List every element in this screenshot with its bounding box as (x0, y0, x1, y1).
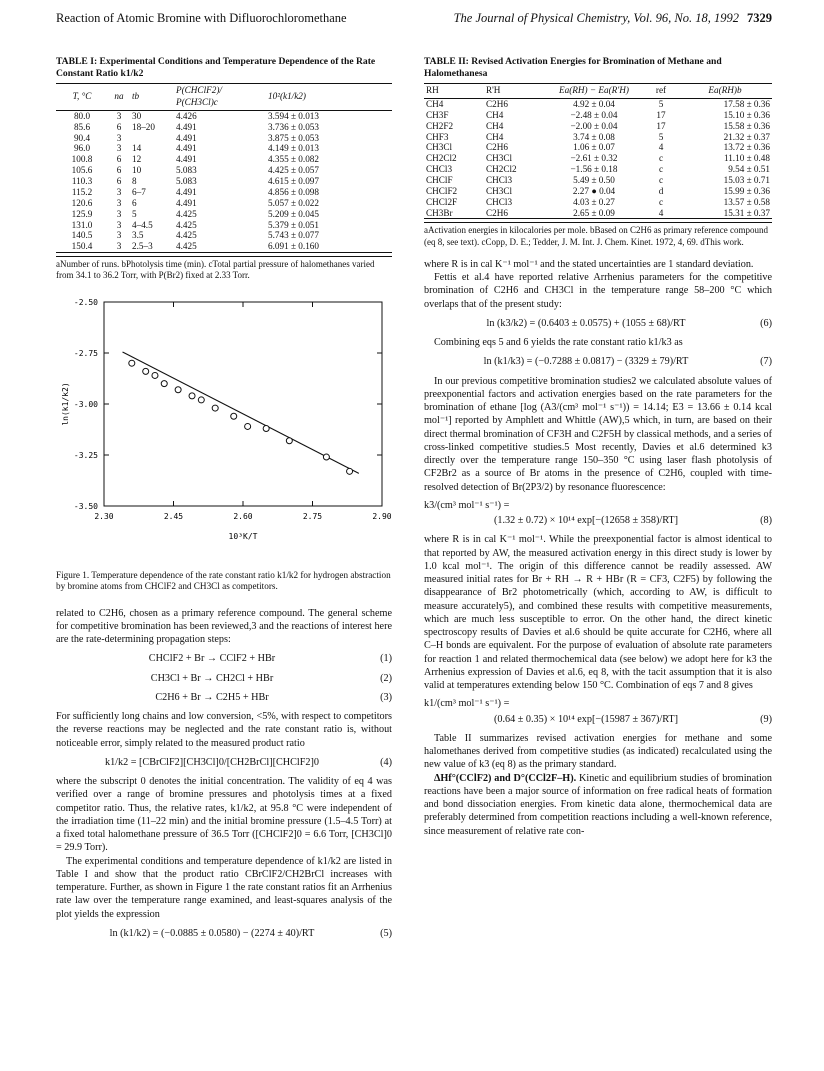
plot-frame (104, 302, 382, 506)
table2-cell: 17 (656, 120, 666, 131)
table2-cell: −1.56 ± 0.18 (570, 164, 618, 175)
table1-body (56, 110, 392, 252)
table1-cell: 3.5 (132, 230, 144, 241)
table1-cell: 96.0 (73, 143, 91, 154)
table1-row (56, 165, 392, 176)
table1-cell: 3 (116, 143, 122, 154)
equation-text: (1.32 ± 0.72) × 10¹⁴ exp[−(12658 ± 358)/RT] (493, 515, 678, 527)
table2-cell: −2.00 ± 0.04 (570, 120, 618, 131)
paragraph-text: Kinetic and equilibrium studies of bromination reactions have been a major source of information on free radical heats of formation and bond dissociation energies. From kinetic data alone, thermochemical data are preferably determined from competition reactions including a well-known reference, since measurement of relative rate con- (424, 772, 772, 837)
table1-cell: 4.426 (176, 110, 197, 121)
table1-cell: 3.736 ± 0.053 (268, 121, 319, 132)
table2-cell: C2H6 (486, 98, 508, 109)
equation-2 (56, 672, 392, 685)
equation-4 (56, 756, 392, 769)
table1-cell: 3 (116, 230, 122, 241)
running-title: Reaction of Atomic Bromine with Difluorochloromethane (56, 11, 347, 25)
right-column (424, 56, 772, 838)
x-axis-label: 10³K/T (228, 531, 258, 541)
data-point (198, 396, 204, 402)
table1-cell: 18–20 (132, 121, 155, 132)
y-tick-label: -3.00 (73, 399, 98, 409)
table1-cell: 125.9 (71, 208, 93, 219)
equation-6 (424, 317, 772, 330)
table1-row (56, 187, 392, 198)
x-tick-label: 2.90 (372, 511, 392, 521)
data-point (161, 380, 167, 386)
table2-row (424, 186, 772, 197)
table2-cell: CH3Cl (486, 153, 513, 164)
table2-cell: 15.99 ± 0.36 (723, 185, 770, 196)
data-point (286, 437, 292, 443)
table2-cell: 5 (658, 131, 664, 142)
table2-cell: 17 (656, 109, 666, 120)
equation-text: ln (k1/k3) = (−0.7288 ± 0.0817) − (3329 ± 79)/RT (483, 356, 689, 368)
equation-text: (0.64 ± 0.35) × 10¹⁴ exp[−(15987 ± 367)/RT] (493, 713, 678, 725)
fit-line (123, 352, 359, 473)
table2-cell: c (658, 164, 664, 175)
paragraph: Combining eqs 5 and 6 yields the rate constant ratio k1/k3 as (434, 337, 683, 349)
page-header (56, 10, 772, 30)
table2-col-header: RH (426, 85, 439, 95)
table2-cell: 15.10 ± 0.36 (723, 109, 770, 120)
table1-cell: 5.083 (176, 176, 197, 187)
table1-cell: 4.491 (176, 154, 197, 165)
table2-cell: 4 (658, 207, 664, 218)
equation-number: (7) (760, 356, 772, 368)
y-tick-label: -2.75 (73, 348, 98, 358)
equation-text: CH3Cl + Br → CH2Cl + HBr (150, 672, 274, 684)
table2-cell: CH3Cl (486, 185, 513, 196)
y-tick-label: -2.50 (73, 297, 98, 307)
table2-cell: CHF3 (426, 131, 449, 142)
table1-cell: 6.091 ± 0.160 (268, 241, 319, 252)
table2-row (424, 153, 772, 164)
table1-cell: 4.425 ± 0.057 (268, 165, 319, 176)
y-tick-label: -3.50 (73, 501, 98, 511)
table1-row (56, 133, 392, 144)
table2-row (424, 98, 772, 109)
equation-8 (424, 514, 772, 527)
equation-number: (3) (380, 691, 392, 703)
table1-cell: 6 (132, 197, 137, 208)
table2-cell: 2.27 ● 0.04 (572, 185, 616, 196)
table1-cell: 3 (116, 197, 122, 208)
table1-cell: 3 (116, 219, 122, 230)
table2-cell: 1.06 ± 0.07 (573, 142, 615, 153)
table1-cell: 4.425 (176, 219, 197, 230)
equation-7 (424, 355, 772, 368)
table2-col-header: Ea(RH) − Ea(R'H) (559, 85, 629, 95)
right-body-text (424, 258, 772, 838)
table2-row (424, 164, 772, 175)
paragraph: where R is in cal K⁻¹ mol⁻¹ and the stated uncertainties are 1 standard deviation. (424, 258, 754, 270)
table1-cell: 90.4 (73, 132, 91, 143)
table1-col-header: T, °C (72, 90, 92, 101)
table2-row (424, 110, 772, 121)
table1-cell: 4.491 (176, 121, 197, 132)
table1-row (56, 220, 392, 231)
table1-cell: 105.6 (71, 165, 93, 176)
table2 (424, 83, 772, 219)
paragraph: related to C2H6, chosen as a primary reference compound. The general scheme for competitive bromination has been reviewed,3 and the reactions of interest here are the rate-determining propagation steps: (56, 607, 392, 646)
table2-col-header: R'H (486, 85, 501, 95)
section-heading: ΔHf°(CClF2) and D°(CCl2F–H). (434, 772, 577, 784)
table2-cell: C2H6 (486, 207, 508, 218)
table1-cell: 6–7 (132, 186, 146, 197)
table2-cell: CHCl3 (486, 196, 513, 207)
table1-cell: 4.491 (176, 197, 197, 208)
x-tick-label: 2.75 (302, 511, 323, 521)
table1-row (56, 198, 392, 209)
table1-cell: 4–4.5 (132, 219, 153, 230)
table1-cell: 3 (116, 208, 122, 219)
equation-8-lead: k3/(cm³ mol⁻¹ s⁻¹) = (424, 499, 510, 511)
table1-row (56, 143, 392, 154)
table2-cell: 4.03 ± 0.27 (573, 196, 615, 207)
equation-text: CHClF2 + Br → CClF2 + HBr (148, 653, 276, 665)
left-column (56, 56, 392, 946)
data-point (212, 405, 218, 411)
table1-cell: 4.149 ± 0.013 (268, 143, 319, 154)
table2-cell: CH4 (426, 98, 444, 109)
page-number: 7329 (747, 11, 772, 25)
table1-row (56, 110, 392, 121)
equation-9-lead: k1/(cm³ mol⁻¹ s⁻¹) = (424, 698, 510, 710)
table1-cell: 5 (132, 208, 137, 219)
table1-cell: 3.594 ± 0.013 (268, 110, 319, 121)
table2-cell: 4.92 ± 0.04 (573, 98, 615, 109)
data-point (189, 392, 195, 398)
table2-cell: 13.57 ± 0.58 (723, 196, 770, 207)
table1-cell: 5.743 ± 0.077 (268, 230, 319, 241)
table1-cell: 3.875 ± 0.053 (268, 132, 319, 143)
equation-number: (5) (380, 927, 392, 939)
table2-cell: 5 (658, 98, 664, 109)
table1-cell: 12 (132, 154, 142, 165)
table1-cell: 10 (132, 165, 142, 176)
equation-1 (56, 652, 392, 665)
table2-cell: d (658, 185, 664, 196)
table1-cell: 4.491 (176, 143, 197, 154)
table2-cell: −2.61 ± 0.32 (570, 153, 618, 164)
table2-cell: CH3Br (426, 207, 453, 218)
table1-cell: 4.425 (176, 241, 197, 252)
table1-cell: 5.083 (176, 165, 197, 176)
equation-number: (8) (760, 515, 772, 527)
table2-cell: CH4 (486, 131, 504, 142)
data-point (143, 368, 149, 374)
table1-row (56, 241, 392, 252)
table2-cell: 15.31 ± 0.37 (723, 207, 770, 218)
table1-col-header: 10²(k1/k2) (268, 90, 306, 101)
data-point (231, 413, 237, 419)
table1-cell: 140.5 (71, 230, 93, 241)
equation-text: k1/k2 = [CBrClF2][CH3Cl]0/[CH2BrCl][CHClF2]0 (104, 756, 320, 768)
table1-cell (130, 133, 174, 144)
table2-cell: 4 (658, 142, 664, 153)
table1-cell: 4.491 (176, 132, 197, 143)
table2-cell: CH3F (426, 109, 449, 120)
table2-cell: CHCl2F (426, 196, 458, 207)
x-tick-label: 2.30 (94, 511, 114, 521)
paragraph: Fettis et al.4 have reported relative Arrhenius parameters for the competitive bromination of C2H6 and CH3Cl in the temperature range 58–200 °C which overlaps that of the present study: (424, 272, 772, 310)
table1-row (56, 154, 392, 165)
table1-cell: 80.0 (73, 110, 91, 121)
table2-cell: CH4 (486, 120, 504, 131)
table1-cell: 4.491 (176, 186, 197, 197)
equation-5 (56, 927, 392, 940)
table1-row (56, 122, 392, 133)
equation-number: (2) (380, 672, 392, 684)
figure1-chart (56, 292, 392, 562)
table2-header-row (424, 84, 772, 99)
paragraph: For sufficiently long chains and low conversion, <5%, with respect to competitors the reverse reactions may be neglected and the rate constant ratio is, without noticeable error, simply related to the measured product ratio (56, 711, 392, 749)
table2-cell: C2H6 (486, 142, 508, 153)
table1-cell: 4.425 (176, 208, 197, 219)
table2-row (424, 142, 772, 153)
table1-header-row (56, 84, 392, 111)
table2-cell: CH2F2 (426, 120, 454, 131)
table2-col-header: ref (655, 85, 667, 95)
figure1-caption: Figure 1. Temperature dependence of the rate constant ratio k1/k2 for hydrogen abstraction by bromine atoms from CHClF2 and CH3Cl as competitors. (56, 569, 391, 592)
table2-cell: c (658, 174, 664, 185)
table1-cell: 6 (116, 154, 122, 165)
table1-row (56, 176, 392, 187)
table2-cell: 21.32 ± 0.37 (723, 131, 770, 142)
table1-cell: 3 (116, 186, 122, 197)
table1-col-header: tb (132, 90, 140, 101)
table2-cell: CHClF (426, 174, 453, 185)
table1-cell: 2.5–3 (132, 241, 153, 252)
equation-number: (6) (760, 317, 772, 329)
table2-cell: 3.74 ± 0.08 (573, 131, 615, 142)
table2-row (424, 132, 772, 143)
table1-cell: 5.379 ± 0.051 (268, 219, 319, 230)
table1-cell: 4.425 (176, 230, 197, 241)
table2-cell: CHClF2 (426, 185, 458, 196)
table2-caption: TABLE II: Revised Activation Energies for Bromination of Methane and Halomethanesa (424, 56, 722, 79)
table2-cell: CH2Cl2 (486, 164, 517, 175)
table2-cell: 17.58 ± 0.36 (723, 98, 770, 109)
table1-cell: 14 (132, 143, 142, 154)
table1-cell: 8 (132, 176, 137, 187)
table1-row (56, 230, 392, 241)
table2-cell: 9.54 ± 0.51 (728, 164, 770, 175)
table1-row (56, 209, 392, 220)
equation-3 (56, 691, 392, 704)
table2-cell: −2.48 ± 0.04 (570, 109, 618, 120)
table2-cell: 5.49 ± 0.50 (573, 174, 615, 185)
data-point (323, 454, 329, 460)
table2-cell: c (658, 153, 664, 164)
table2-cell: CHCl3 (486, 174, 513, 185)
figure1 (56, 292, 392, 592)
table1-caption: TABLE I: Experimental Conditions and Temperature Dependence of the Rate Constant Ratio k1/k2 (56, 56, 376, 79)
table1-cell: 3 (116, 132, 122, 143)
table1-cell: 110.3 (71, 176, 93, 187)
table2-row (424, 121, 772, 132)
table1-cell: 3 (116, 110, 122, 121)
table1-cell: 3 (116, 241, 122, 252)
table1-cell: 150.4 (71, 241, 93, 252)
table1-cell: 4.856 ± 0.098 (268, 186, 319, 197)
journal-name: The Journal of Physical Chemistry, Vol. 96, No. 18, 1992 (453, 11, 739, 25)
table1-cell: 6 (116, 165, 122, 176)
equation-9 (424, 713, 772, 726)
table1-cell: 85.6 (73, 121, 91, 132)
table1-col-header: P(CHClF2)/ P(CH3Cl)c (176, 85, 222, 107)
table1-cell: 6 (116, 176, 122, 187)
equation-number: (1) (380, 653, 392, 665)
journal-citation (454, 10, 772, 26)
data-point (175, 386, 181, 392)
x-tick-label: 2.45 (163, 511, 184, 521)
table1-cell: 120.6 (71, 197, 93, 208)
paragraph: where R is in cal K⁻¹ mol⁻¹. While the preexponential factor is almost identical to that reported by AW, the measured activation energy in this direct study is lower by 1.0 kcal mol⁻¹. The origin of this difference cannot be readily assessed. AW measured initial rates for Br + RH → R + HBr (R = CF3, C2F5) by following the disappearance of Br2 photometrically (which, according to AW, is difficult to measure accurately5), and combined these results with competitive measurements, which are much less susceptible to error. On the other hand, the direct kinetic spectroscopy results of Davies et al.6 should be quite accurate for C2H6, where all C–H bonds are equivalent. For the purpose of evaluation of absolute rate parameters for reaction 1 and related thermochemical data (see below) we adopt here for k3 the Arrhenius expression of Davies et al.6, eq 8, with the tacit assumption that it is also valid at temperatures extending below 150 °C. Combination of eqs 7 and 8 gives (424, 534, 772, 692)
table2-cell: CH2Cl2 (426, 153, 457, 164)
table2-cell: 2.65 ± 0.09 (573, 207, 615, 218)
table1-cell: 5.209 ± 0.045 (268, 208, 319, 219)
equation-text: C2H6 + Br → C2H5 + HBr (155, 691, 269, 703)
table2-row (424, 208, 772, 219)
table1-cell: 115.2 (71, 186, 93, 197)
data-point (347, 468, 353, 474)
data-point (263, 425, 269, 431)
paragraph: Table II summarizes revised activation energies for methane and some halomethanes derived from competitive studies (as indicated) recalculated using the new value of k3 (eq 8) as the primary standard. (424, 732, 772, 771)
table1-cell: 30 (132, 110, 142, 121)
data-point (152, 372, 158, 378)
table2-row (424, 197, 772, 208)
equation-number: (9) (760, 713, 772, 725)
table1-cell: 131.0 (71, 219, 93, 230)
left-body-text (56, 607, 392, 941)
table2-cell: 15.58 ± 0.36 (723, 120, 770, 131)
y-axis-label: ln(k1/k2) (61, 381, 70, 426)
y-tick-label: -3.25 (73, 450, 98, 460)
paragraph (424, 772, 772, 838)
table2-cell: 15.03 ± 0.71 (723, 174, 770, 185)
table2-row (424, 175, 772, 186)
data-point (245, 423, 251, 429)
table2-cell: c (658, 196, 664, 207)
table1 (56, 83, 392, 253)
equation-text: ln (k1/k2) = (−0.0885 ± 0.0580) − (2274 ± 40)/RT (109, 927, 315, 939)
table1-cell: 5.057 ± 0.022 (268, 197, 319, 208)
table2-footnote: aActivation energies in kilocalories per mole. bBased on C2H6 as primary reference compound (eq 8, see text). cCopp, D. E.; Tedder, J. M. Int. J. Chem. Kinet. 1972, 4, 69. dThis work. (424, 222, 772, 248)
table1-cell: 4.615 ± 0.097 (268, 176, 319, 187)
table1-cell: 4.355 ± 0.082 (268, 154, 319, 165)
paragraph: In our previous competitive bromination studies2 we calculated absolute values of preexponential factors and activation energies based on the rate parameters for the bromination of ethane [log (A3/(cm³ mol⁻¹ s⁻¹)) = 14.14; E3 = 13.66 ± 0.14 kcal mol⁻¹] reported by Amphlett and Whittle (AW),5 which, in turn, are based on their direct thermal bromination of CF3H and C2F5H by classical methods, and a series of cross-linked competitive studies.5 Most recently, Davies et al.6 determined k3 directly over the temperature range 150–350 °C using laser flash photolysis of CF2Br2 as a source of Br atoms in the presence of C2H6, coupled with time-resolved detection of Br(2P3/2) by resonance fluorescence: (424, 375, 773, 493)
table2-cell: CH4 (486, 109, 504, 120)
table1-cell: 100.8 (71, 154, 93, 165)
paragraph: where the subscript 0 denotes the initial concentration. The validity of eq 4 was verified over a range of bromine pressures and photolysis times at a fixed competitor ratio. Thus, the relative rates, k1/k2, at 95.8 °C were independent of the irradiation time (11–22 min) and the initial bromine pressure (1.5–4.5 Torr) at a fixed total halomethane pressure of 36.5 Torr ([CHClF2]0 = 6.6 Torr, [CH3Cl]0 = 29.9 Torr). (56, 776, 392, 854)
table2-cell: CH3Cl (426, 142, 453, 153)
table1-cell: 6 (116, 121, 122, 132)
equation-number: (4) (380, 756, 392, 768)
table1-col-header: na (114, 90, 124, 101)
table1-footnote: aNumber of runs. bPhotolysis time (min). cTotal partial pressure of halomethanes varied from 34.1 to 36.2 Torr, with P(Br2) fixed at 2.33 Torr. (56, 256, 392, 282)
table2-cell: 11.10 ± 0.48 (723, 153, 770, 164)
paragraph: The experimental conditions and temperature dependence of k1/k2 are listed in Table I and show that the product ratio CBrClF2/CH2BrCl increases with temperature. Further, as shown in Figure 1 the rate constant ratios fit an Arrhenius rate law over the temperature range examined, and least-squares analysis of the plot yields the expression (56, 855, 392, 920)
data-point (129, 360, 135, 366)
table2-cell: CHCl3 (426, 164, 453, 175)
table2-cell: 13.72 ± 0.36 (723, 142, 770, 153)
table2-col-header: Ea(RH)b (708, 85, 742, 95)
x-tick-label: 2.60 (233, 511, 253, 521)
table2-body (424, 98, 772, 218)
equation-text: ln (k3/k2) = (0.6403 ± 0.0575) + (1055 ± 68)/RT (486, 317, 686, 329)
